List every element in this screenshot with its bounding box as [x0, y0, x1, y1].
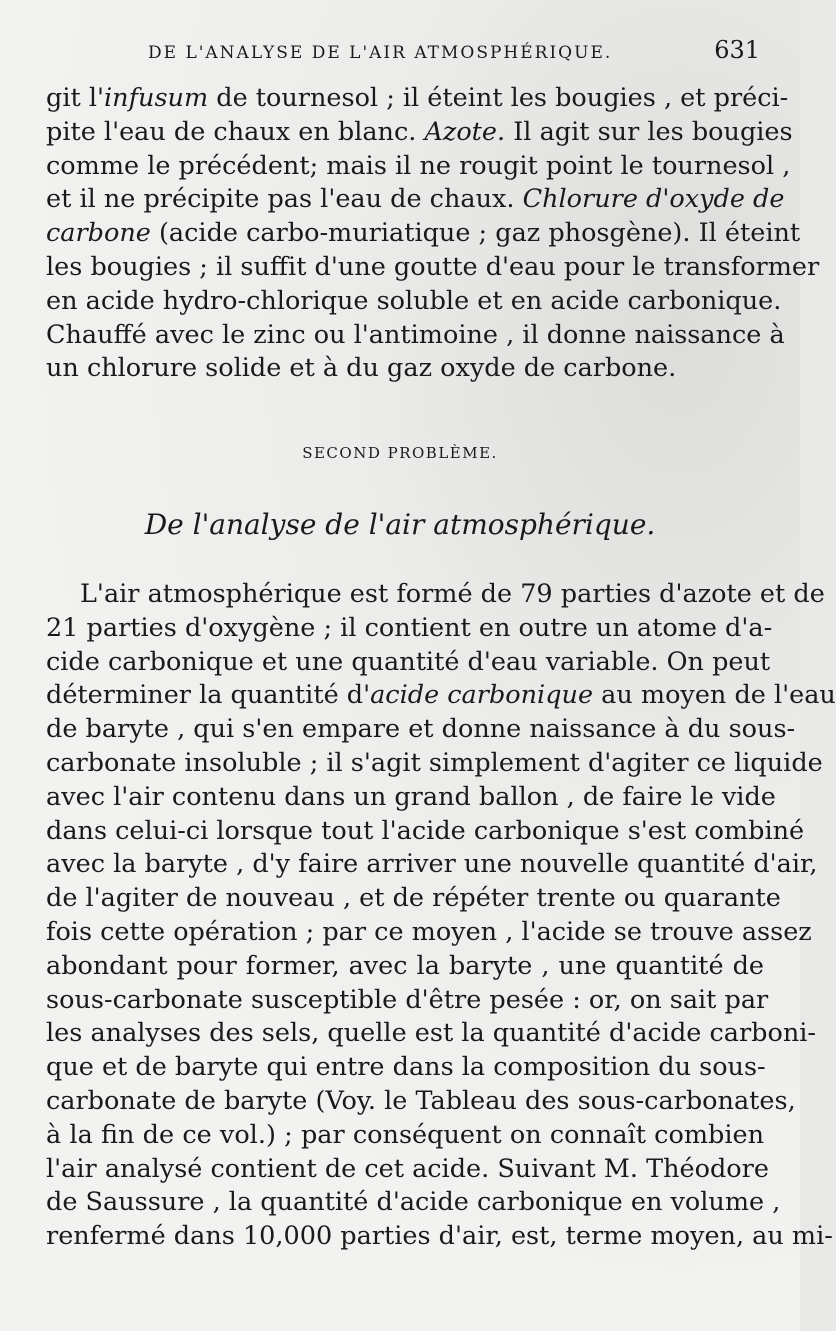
- text-run: carbonate insoluble ; il s'agit simplement d'agiter ce liquide: [46, 747, 823, 778]
- italic-term: Azote.: [424, 116, 506, 147]
- text-run: comme le précédent; mais il ne rougit point le tournesol ,: [46, 150, 791, 181]
- italic-term: acide carbonique: [370, 680, 594, 711]
- text-line: [46, 612, 773, 646]
- text-run: avec la baryte , d'y faire arriver une nouvelle quantité d'air,: [46, 849, 818, 880]
- text-run: carbonate de baryte (Voy. le Tableau des sous-carbonates,: [46, 1085, 796, 1116]
- text-run: que et de baryte qui entre dans la composition du sous-: [46, 1052, 766, 1083]
- text-line: [46, 116, 793, 150]
- text-line: [46, 352, 764, 386]
- text-line: [46, 848, 818, 882]
- section-title: De l'analyse de l'air atmosphérique.: [144, 508, 656, 541]
- text-line: [46, 251, 820, 285]
- text-run: un chlorure solide et à du gaz oxyde de carbone.: [46, 353, 677, 384]
- text-line: [46, 82, 789, 116]
- text-run: renfermé dans 10,000 parties d'air, est, terme moyen, au mi-: [46, 1221, 833, 1252]
- text-line: [46, 950, 764, 984]
- italic-term: carbone: [46, 218, 151, 249]
- text-run: Il agit sur les bougies: [505, 116, 793, 147]
- text-line: [46, 1119, 764, 1153]
- text-line: [46, 217, 801, 251]
- text-line: [46, 984, 769, 1018]
- text-run: en acide hydro-chlorique soluble et en acide carbonique.: [46, 285, 782, 316]
- text-line: [46, 285, 782, 319]
- text-line: [46, 646, 771, 680]
- text-run: (acide carbo-muriatique ; gaz phosgène). Il éteint: [150, 218, 801, 249]
- text-run: cide carbonique et une quantité d'eau variable. On peut: [46, 646, 771, 677]
- text-run: de l'agiter de nouveau , et de répéter trente ou quarante: [46, 883, 781, 914]
- text-line: [46, 1017, 817, 1051]
- text-line: [46, 747, 823, 781]
- text-run: dans celui-ci lorsque tout l'acide carbonique s'est combiné: [46, 815, 805, 846]
- text-run: de tournesol ; il éteint les bougies , et préci-: [208, 83, 789, 113]
- paragraph-gases: [46, 82, 820, 386]
- text-line: [46, 815, 805, 849]
- text-run: à la fin de ce vol.) ; par conséquent on connaît combien: [46, 1119, 764, 1150]
- text-run: Chauffé avec le zinc ou l'antimoine , il donne naissance à: [46, 319, 785, 350]
- italic-term: Chlorure d'oxyde de: [522, 184, 785, 215]
- text-run: fois cette opération ; par ce moyen , l'acide se trouve assez: [46, 916, 812, 947]
- text-line: [46, 1186, 781, 1220]
- text-run: les analyses des sels, quelle est la quantité d'acide carboni-: [46, 1018, 817, 1049]
- text-run: de baryte , qui s'en empare et donne naissance à du sous-: [46, 714, 796, 745]
- text-run: 21 parties d'oxygène ; il contient en outre un atome d'a-: [46, 612, 773, 643]
- text-run: déterminer la quantité d': [46, 680, 371, 711]
- text-run: sous-carbonate susceptible d'être pesée : or, on sait par: [46, 984, 769, 1015]
- text-line: [46, 183, 785, 217]
- text-run: abondant pour former, avec la baryte , une quantité de: [46, 950, 764, 981]
- text-run: git l': [46, 83, 104, 113]
- text-run: les bougies ; il suffit d'une goutte d'eau pour le transformer: [46, 251, 820, 282]
- text-line: [46, 781, 776, 815]
- text-run: et il ne précipite pas l'eau de chaux.: [46, 184, 523, 215]
- text-line: [46, 713, 796, 747]
- italic-term: infusum: [104, 83, 209, 113]
- text-line: [46, 150, 791, 184]
- text-line: [46, 882, 781, 916]
- text-run: l'air analysé contient de cet acide. Suivant M. Théodore: [46, 1153, 769, 1184]
- text-run: pite l'eau de chaux en blanc.: [46, 116, 425, 147]
- section-heading: SECOND PROBLÈME.: [302, 444, 498, 462]
- paragraph-air-analysis: [46, 578, 836, 1254]
- running-head: DE L'ANALYSE DE L'AIR ATMOSPHÉRIQUE.: [148, 43, 613, 63]
- page-header: [148, 36, 760, 64]
- text-line: [46, 679, 836, 713]
- text-line: [46, 1085, 796, 1119]
- text-run: au moyen de l'eau: [593, 680, 836, 711]
- text-line: [46, 1153, 769, 1187]
- text-run: avec l'air contenu dans un grand ballon , de faire le vide: [46, 781, 776, 812]
- text-line: [46, 916, 812, 950]
- page-number: 631: [714, 36, 760, 64]
- text-line: [46, 319, 785, 353]
- text-run: L'air atmosphérique est formé de 79 parties d'azote et de: [80, 579, 825, 609]
- text-line: [46, 1051, 764, 1085]
- text-run: de Saussure , la quantité d'acide carbonique en volume ,: [46, 1187, 781, 1218]
- text-line: [46, 578, 825, 612]
- text-line: [46, 1220, 833, 1254]
